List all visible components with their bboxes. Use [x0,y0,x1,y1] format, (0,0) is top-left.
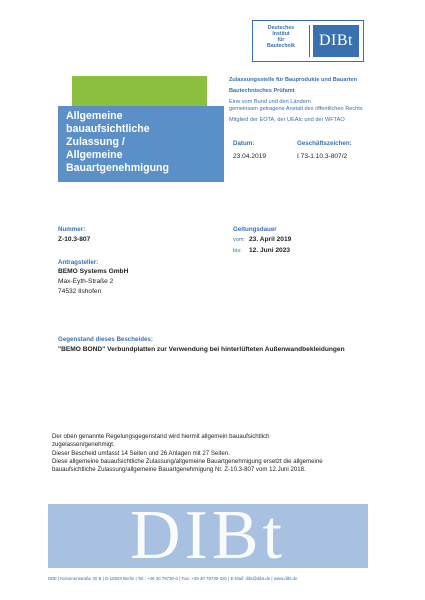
header-institution-line1: Eine vom Bund und den Ländern [229,99,311,105]
geschaeftszeichen-label: Geschäftszeichen: [297,140,352,147]
antragsteller-name: BEMO Systems GmbH [58,268,129,275]
body-line-3: Dieser Bescheid umfasst 14 Seiten und 26 Anlagen mit 27 Seiten. [52,449,230,457]
body-line-1: Der oben genannte Regelungsgegenstand wird hiermit allgemein bauaufsichtlich [52,433,270,440]
gegenstand-product: "BEMO BOND" [58,346,106,353]
title-line-1: Allgemeine [66,110,123,122]
nummer-value: Z-10.3-807 [58,236,91,243]
dibt-logo [252,20,364,62]
datum-value: 23.04.2019 [233,153,267,160]
body-text [52,433,362,474]
body-line-5: bauaufsichtliche Zulassung/allgemeine Bauartgenehmigung Nr. Z-10.3-807 vom 12.Juni 2018. [52,466,306,474]
logo-mark: DIBt [313,25,359,57]
banner-logo-mark: DIBt [130,504,286,568]
logo-institute-name: Deutsches Institut für Bautechnik [267,25,295,49]
geschaeftszeichen-value: I 73-1.10.3-807/2 [297,153,348,160]
antragsteller-street: Max-Eyth-Straße 2 [58,278,114,285]
geltungsdauer-bis-label: bis: [233,248,242,254]
antragsteller-city: 74532 Ilshofen [58,288,102,295]
gegenstand-description [58,346,345,353]
gegenstand-label: Gegenstand dieses Bescheides: [58,336,153,343]
geltungsdauer-vom-value: 23. April 2019 [249,236,292,243]
green-accent-bar [72,76,207,106]
title-line-4: Allgemeine [66,149,123,161]
logo-divider [309,25,310,57]
geltungsdauer-bis-value: 12. Juni 2023 [249,247,291,254]
gegenstand-text: Verbundplatten zur Verwendung bei hinterlüfteten Außenwandbekleidungen [105,346,345,353]
title-line-3: Zulassung / [66,136,125,148]
dibt-banner [48,504,368,568]
header-institution-line2: gemeinsam getragene Anstalt des öffentlichen Rechts [229,106,363,112]
title-line-2: bauaufsichtliche [66,123,150,135]
footer-contact: DIBt | Kolonnenstraße 30 B | D-10829 Berlin | Tel.: +49 30 78730-0 | Fax: +49 30 78730-320 | E-Mail: dibt@dibt.de | www.dibt.de [48,576,298,581]
body-line-2: zugelassen/genehmigt. [52,441,115,449]
document-title [58,106,224,182]
geltungsdauer-label: Geltungsdauer [233,226,277,233]
header-testing-office: Bautechnisches Prüfamt [229,88,295,94]
title-line-5: Bauartgenehmigung [66,162,169,174]
geltungsdauer-vom-label: vom: [233,237,246,243]
datum-label: Datum: [233,140,255,147]
antragsteller-label: Antragsteller: [58,259,99,266]
nummer-label: Nummer: [58,226,86,233]
header-membership: Mitglied der EOTA, der UEAtc und der WFTAO [229,117,345,123]
header-authority: Zulassungsstelle für Bauprodukte und Bauarten [229,77,358,83]
body-line-4: Diese allgemeine bauaufsichtliche Zulassung/allgemeine Bauartgenehmigung ersetzt die allgemeine [52,457,323,465]
